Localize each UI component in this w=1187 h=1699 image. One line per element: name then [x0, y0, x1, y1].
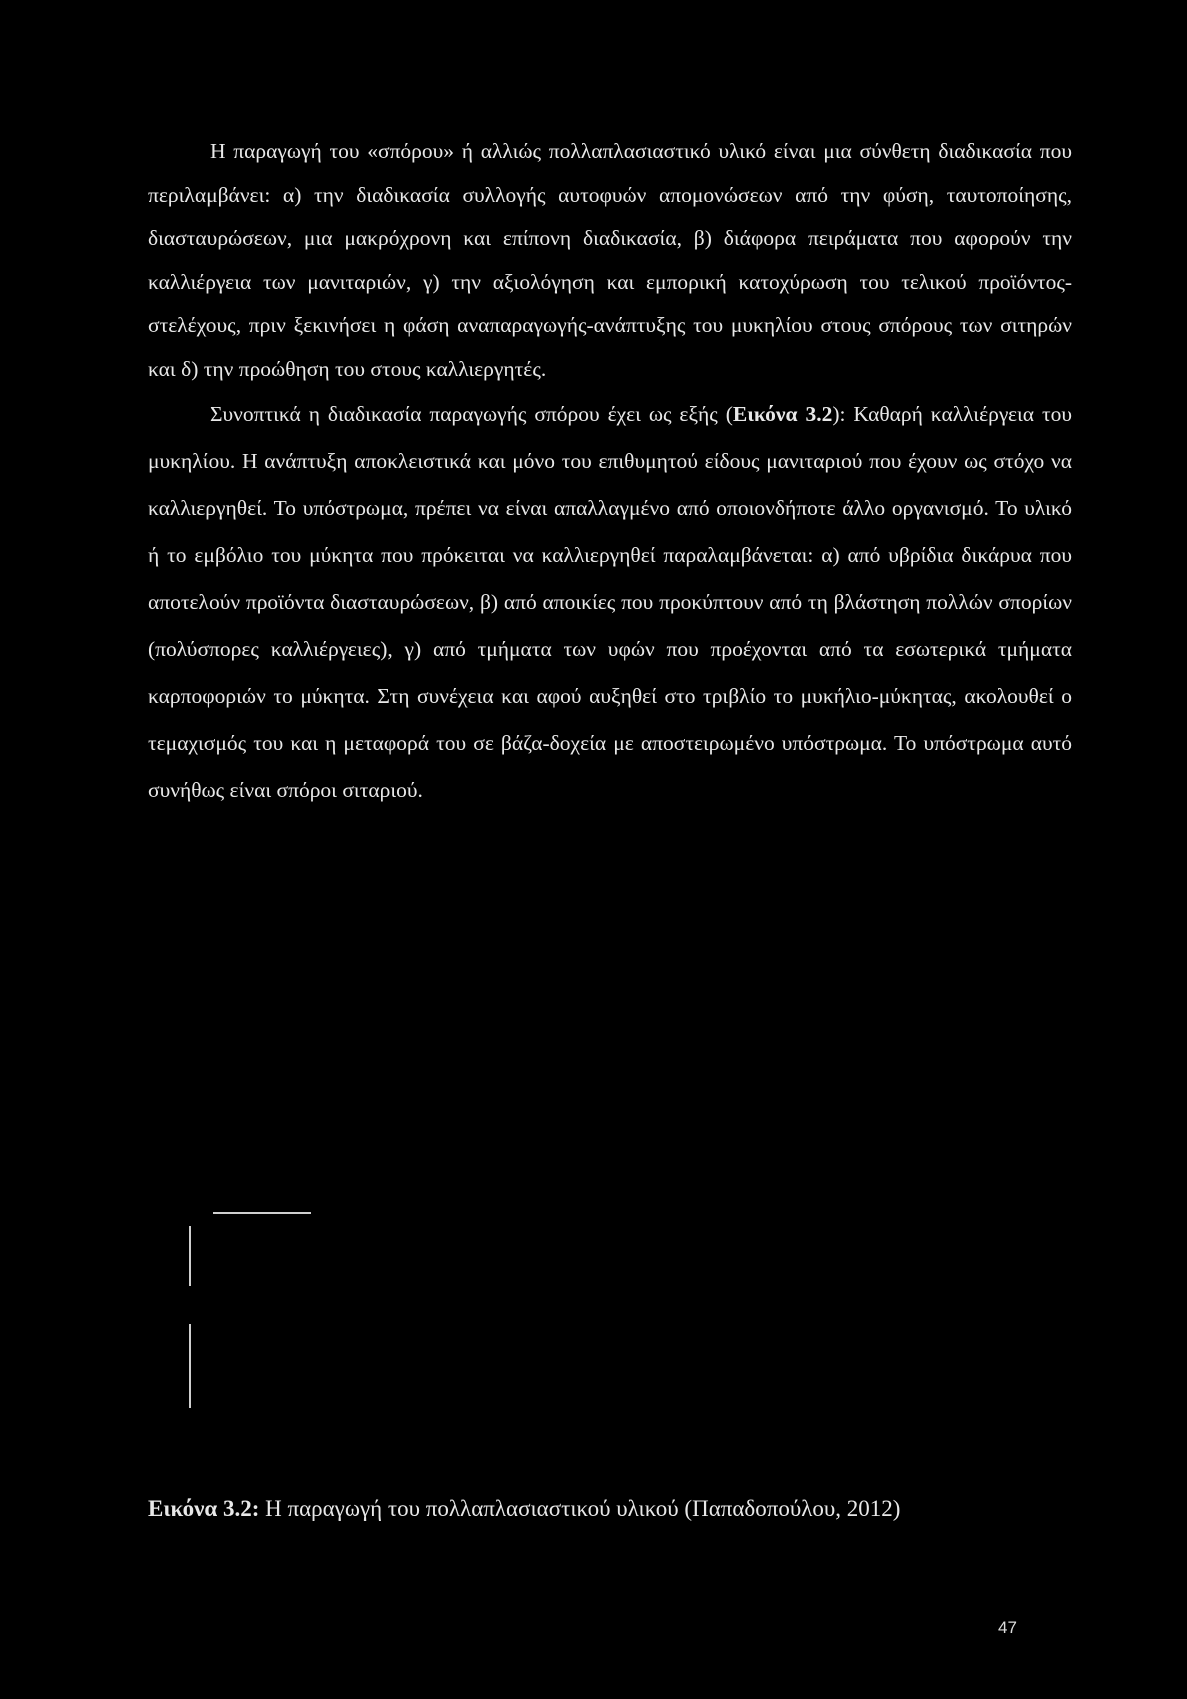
caption-label: Εικόνα 3.2: — [148, 1496, 260, 1521]
figure-line-vertical-bottom — [189, 1324, 191, 1408]
figure-caption — [148, 1496, 900, 1522]
body-text — [148, 130, 1072, 814]
paragraph-seed-production: Η παραγωγή του «σπόρου» ή αλλιώς πολλαπλασιαστικό υλικό είναι μια σύνθετη διαδικασία που περιλαμβάνει: α) την διαδικασία συλλογής αυτοφυών απομονώσεων από την φύση, ταυτοποίησης, διασταυρώσεων, μια μακρόχρονη και επίπονη διαδικασία, β) διάφορα πειράματα που αφορούν την καλλιέργεια των μανιταριών, γ) την αξιολόγηση και εμπορική κατοχύρωση του τελικού προϊόντος- στελέχους, πριν ξεκινήσει η φάση αναπαραγωγής-ανάπτυξης του μυκηλίου στους σπόρους των σιτηρών και δ) την προώθηση του στους καλλιεργητές. — [148, 139, 1072, 381]
page-number: 47 — [998, 1618, 1017, 1637]
caption-text: Η παραγωγή του πολλαπλασιαστικού υλικού (Παπαδοπούλου, 2012) — [259, 1496, 901, 1521]
paragraph-summary — [148, 391, 1072, 814]
figure-line-horizontal — [213, 1212, 311, 1214]
summary-intro: Συνοπτικά η διαδικασία παραγωγής σπόρου έχει ως εξής ( — [210, 402, 733, 426]
figure-line-vertical-top — [189, 1226, 191, 1286]
summary-rest: ): Καθαρή καλλιέργεια του μυκηλίου. Η ανάπτυξη αποκλειστικά και μόνο του επιθυμητού είδους μανιταριού που έχουν ως στόχο να καλλιεργηθεί. Το υπόστρωμα, πρέπει να είναι απαλλαγμένο από οποιονδήποτε άλλο οργανισμό. Το υλικό ή το εμβόλιο του μύκητα που πρόκειται να καλλιεργηθεί παραλαμβάνεται: α) από υβρίδια δικάρυα που αποτελούν προϊόντα διασταυρώσεων, β) από αποικίες που προκύπτουν από τη βλάστηση πολλών σπορίων (πολύσπορες καλλιέργειες), γ) από τμήματα των υφών που προέχονται από τα εσωτερικά τμήματα καρποφοριών το μύκητα. Στη συνέχεια και αφού αυξηθεί στο τριβλίο το μυκήλιο-μύκητας, ακολουθεί ο τεμαχισμός του και η μεταφορά του σε βάζα-δοχεία με αποστειρωμένο υπόστρωμα. Το υπόστρωμα αυτό συνήθως είναι σπόροι σιταριού. — [148, 402, 1072, 802]
figure-reference: Εικόνα 3.2 — [732, 402, 833, 426]
figure-remnant — [185, 1200, 325, 1420]
